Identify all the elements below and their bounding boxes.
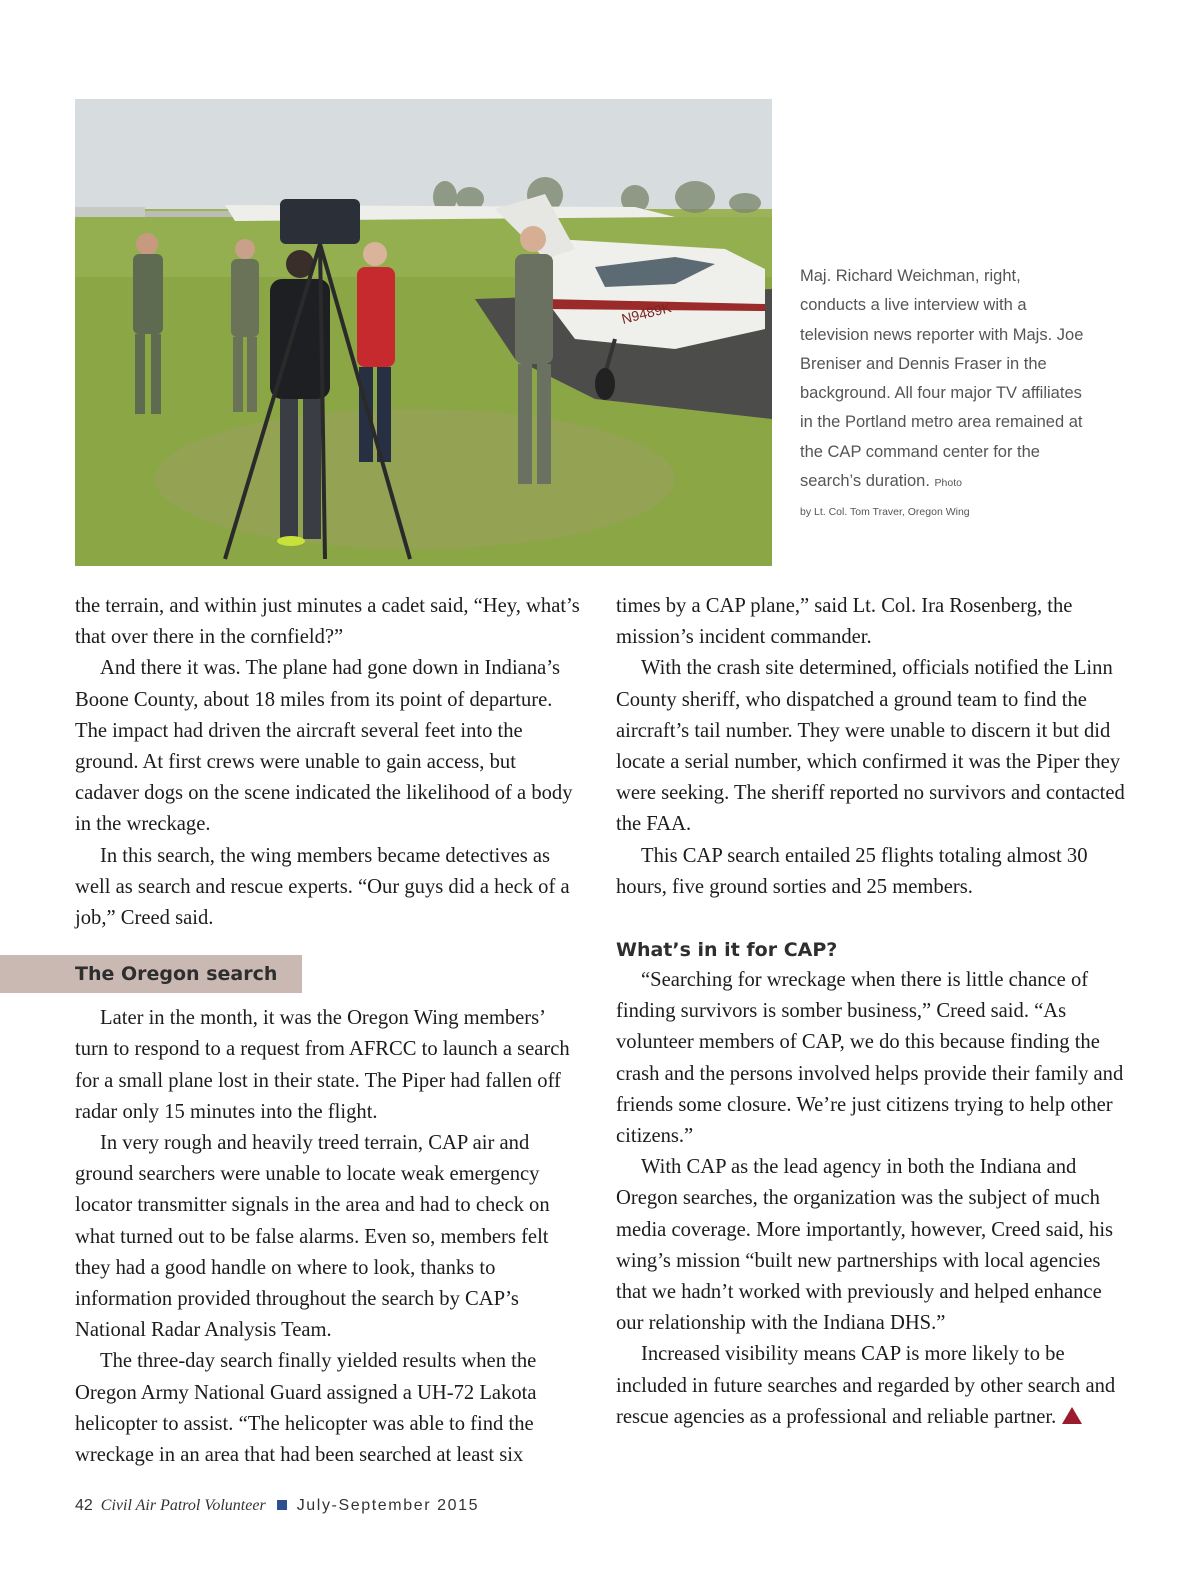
paragraph: And there it was. The plane had gone down in Indiana’s Boone County, about 18 miles from its point of departure. The impact had driven the aircraft several feet into the ground. At first crews were unable to gain access, but cadaver dogs on the scene indicated the likelihood of a body in the wreckage.	[75, 657, 573, 836]
final-paragraph-text: Increased visibility means CAP is more likely to be included in future searches and regarded by other search and rescue agencies as a professional and reliable partner.	[616, 1343, 1116, 1428]
tail-number: N9489K	[619, 299, 673, 327]
end-of-article-triangle-icon	[1062, 1407, 1082, 1424]
paragraph: Later in the month, it was the Oregon Wing members’ turn to respond to a request from AFRCC to launch a search for a small plane lost in their state. The Piper had fallen off radar only 15 minutes into the flight.	[75, 1007, 570, 1123]
news-interview-photo	[75, 99, 772, 566]
page-number: 42	[75, 1497, 93, 1514]
paragraph: With CAP as the lead agency in both the Indiana and Oregon searches, the organization was the subject of much media coverage. More importantly, however, Creed said, his wing’s mission “built new partnerships with local agencies that we hadn’t worked with previously and helped enhance our relationship with the Indiana DHS.”	[616, 1156, 1114, 1335]
section-heading-whats-in-it: What’s in it for CAP?	[616, 939, 838, 962]
paragraph: This CAP search entailed 25 flights totaling almost 30 hours, five ground sorties and 25 members.	[616, 844, 1088, 898]
paragraph: times by a CAP plane,” said Lt. Col. Ira Rosenberg, the mission’s incident commander.	[616, 595, 1073, 649]
page-footer	[75, 1497, 479, 1515]
article-right-column	[616, 591, 1126, 1433]
publication-name: Civil Air Patrol Volunteer	[100, 1497, 266, 1514]
paragraph: With the crash site determined, officials notified the Linn County sheriff, who dispatched a ground team to find the aircraft’s tail number. They were unable to discern it but did locate a serial number, which confirmed it was the Piper they were seeking. The sheriff reported no survivors and contacted the FAA.	[616, 657, 1125, 836]
paragraph: In this search, the wing members became detectives as well as search and rescue experts. “Our guys did a heck of a job,” Creed said.	[75, 844, 570, 930]
paragraph-final	[616, 1339, 1126, 1433]
footer-square-icon	[277, 1500, 287, 1510]
photo-credit: by Lt. Col. Tom Traver, Oregon Wing	[800, 506, 970, 519]
photo-illustration	[75, 99, 772, 566]
paragraph: “Searching for wreckage when there is little chance of finding survivors is somber business,” Creed said. “As volunteer members of CAP, we do this because finding the crash and the persons involved helps provide their family and friends some closure. We’re just citizens trying to help other citizens.”	[616, 969, 1124, 1148]
caption-text: Maj. Richard Weichman, right, conducts a live interview with a television news reporter with Majs. Joe Breniser and Dennis Fraser in the background. All four major TV affiliates in the Portland metro area remained at the CAP command center for the search’s duration.	[800, 267, 1084, 491]
photo-credit-label: Photo	[934, 477, 962, 490]
issue-date: July-September 2015	[296, 1497, 480, 1514]
paragraph: The three-day search finally yielded results when the Oregon Army National Guard assigned a UH-72 Lakota helicopter to assist. “The helicopter was able to find the wreckage in an area that had been searched at least six	[75, 1350, 537, 1467]
article-left-column	[75, 591, 580, 1471]
photo-caption	[800, 262, 1090, 520]
paragraph: In very rough and heavily treed terrain, CAP air and ground searchers were unable to locate weak emergency locator transmitter signals in the area and had to check on what turned out to be false alarms. Even so, members felt they had a good handle on where to look, thanks to information provided throughout the search by CAP’s National Radar Analysis Team.	[75, 1132, 550, 1342]
paragraph: the terrain, and within just minutes a cadet said, “Hey, what’s that over there in the cornfield?”	[75, 595, 580, 649]
section-heading-oregon-search: The Oregon search	[0, 955, 302, 993]
